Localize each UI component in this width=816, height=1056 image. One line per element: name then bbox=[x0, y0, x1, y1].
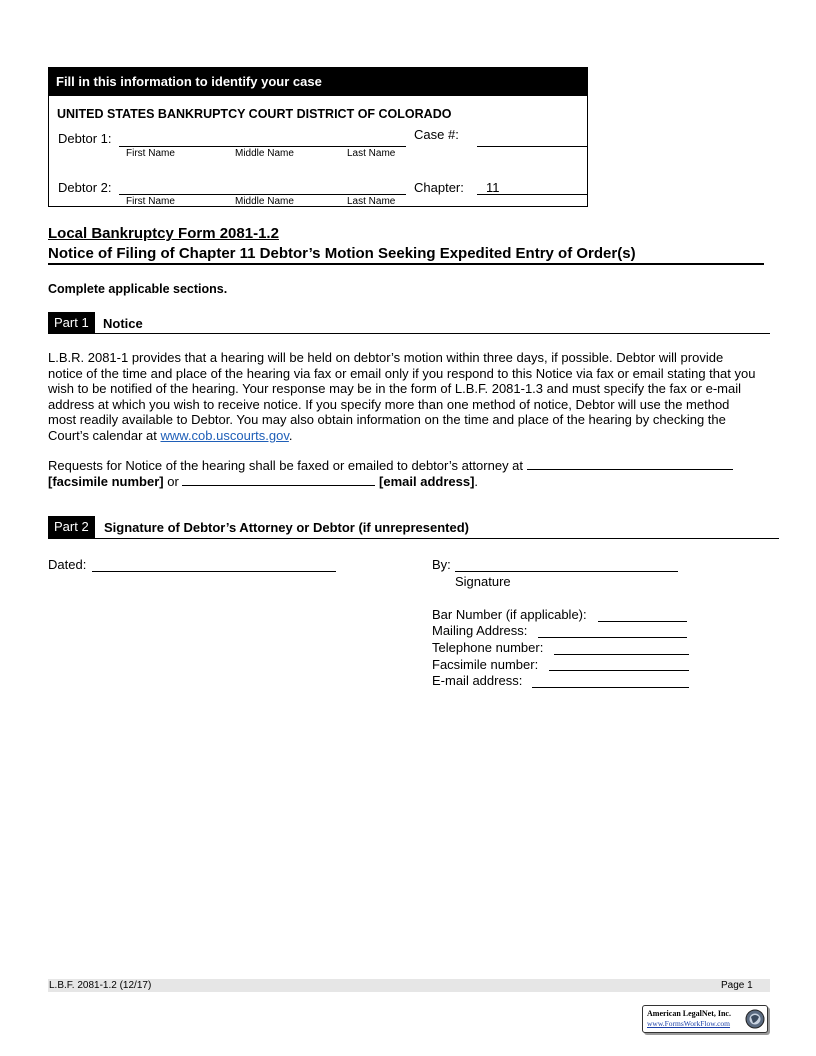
chapter-value: 11 bbox=[486, 180, 500, 195]
request-text: Requests for Notice of the hearing shall be faxed or emailed to debtor’s attorney at bbox=[48, 458, 524, 473]
signature-field[interactable] bbox=[455, 571, 678, 572]
instruction: Complete applicable sections. bbox=[48, 282, 228, 296]
chapter-label: Chapter: bbox=[414, 180, 464, 195]
mailing-address-label: Mailing Address: bbox=[432, 623, 528, 638]
part2-title: Signature of Debtor’s Attorney or Debtor (if unrepresented) bbox=[104, 520, 469, 535]
facsimile-field[interactable] bbox=[549, 670, 689, 671]
telephone-label: Telephone number: bbox=[432, 640, 544, 655]
court-name: UNITED STATES BANKRUPTCY COURT DISTRICT OF COLORADO bbox=[57, 107, 452, 121]
dated-field[interactable] bbox=[92, 571, 336, 572]
part1-badge: Part 1 bbox=[48, 312, 95, 334]
by-label: By: bbox=[432, 557, 451, 572]
part1-paragraph bbox=[48, 350, 760, 444]
email-address-label: [email address] bbox=[379, 473, 475, 489]
fax-blank[interactable] bbox=[182, 474, 375, 486]
email-label: E-mail address: bbox=[432, 673, 523, 688]
part2-badge: Part 2 bbox=[48, 516, 95, 538]
mailing-address-field[interactable] bbox=[538, 637, 687, 638]
debtor1-last-name-caption: Last Name bbox=[347, 148, 396, 159]
case-info-box bbox=[48, 67, 588, 207]
request-paragraph bbox=[48, 458, 760, 489]
telephone-field[interactable] bbox=[554, 654, 689, 655]
footer-form-id: L.B.F. 2081-1.2 (12/17) bbox=[49, 980, 152, 991]
debtor1-label: Debtor 1: bbox=[58, 131, 112, 146]
form-number: Local Bankruptcy Form 2081-1.2 bbox=[48, 225, 279, 242]
case-number-field[interactable] bbox=[477, 146, 588, 147]
case-number-label: Case #: bbox=[414, 127, 459, 142]
facsimile-label: Facsimile number: bbox=[432, 657, 539, 672]
debtor1-first-name-caption: First Name bbox=[126, 148, 175, 159]
court-calendar-link[interactable]: www.cob.uscourts.gov bbox=[160, 427, 289, 443]
logo-company-name: American LegalNet, Inc. bbox=[647, 1009, 731, 1018]
or-text: or bbox=[167, 473, 179, 489]
part1-paragraph-text: L.B.R. 2081-1 provides that a hearing will be held on debtor’s motion within three days, if possible. Debtor will provide notice of the time and place of the hearing via fax or email only if you respond to this Notice via fax or email stating that you wish to be notified of the hearing. Your response may be in the form of L.B.F. 2081-1.3 and must specify the fax or e-mail address at which you wish to receive notice. If you specify more than one method of notice, Debtor will use the method most readily available to Debtor. You may also obtain information on the time and place of the hearing by checking the Court’s calendar at bbox=[48, 350, 756, 443]
debtor2-first-name-caption: First Name bbox=[126, 196, 175, 207]
attorney-contact-blank[interactable] bbox=[527, 458, 733, 470]
debtor1-name-field[interactable] bbox=[119, 146, 406, 147]
bar-number-field[interactable] bbox=[598, 621, 687, 622]
americanlegalnet-logo bbox=[642, 1005, 768, 1033]
signature-caption: Signature bbox=[455, 574, 511, 589]
debtor2-last-name-caption: Last Name bbox=[347, 196, 396, 207]
debtor2-name-field[interactable] bbox=[119, 194, 406, 195]
debtor2-middle-name-caption: Middle Name bbox=[235, 196, 294, 207]
part1-paragraph-end: . bbox=[288, 427, 293, 443]
footer-page-number: Page 1 bbox=[721, 980, 753, 991]
form-title: Notice of Filing of Chapter 11 Debtor’s Motion Seeking Expedited Entry of Order(s) bbox=[48, 245, 636, 262]
part1-title: Notice bbox=[103, 316, 143, 331]
request-end: . bbox=[474, 473, 479, 489]
debtor2-label: Debtor 2: bbox=[58, 180, 112, 195]
facsimile-number-label: [facsimile number] bbox=[48, 473, 164, 489]
globe-icon bbox=[745, 1008, 765, 1030]
case-box-header: Fill in this information to identify your case bbox=[49, 68, 588, 96]
logo-website: www.FormsWorkFlow.com bbox=[647, 1019, 731, 1028]
footer-bar bbox=[48, 979, 770, 992]
debtor1-middle-name-caption: Middle Name bbox=[235, 148, 294, 159]
title-rule bbox=[48, 263, 764, 265]
dated-label: Dated: bbox=[48, 557, 87, 572]
part1-rule bbox=[48, 333, 770, 334]
email-field[interactable] bbox=[532, 687, 689, 688]
bar-number-label: Bar Number (if applicable): bbox=[432, 607, 587, 622]
part2-rule bbox=[48, 538, 779, 539]
